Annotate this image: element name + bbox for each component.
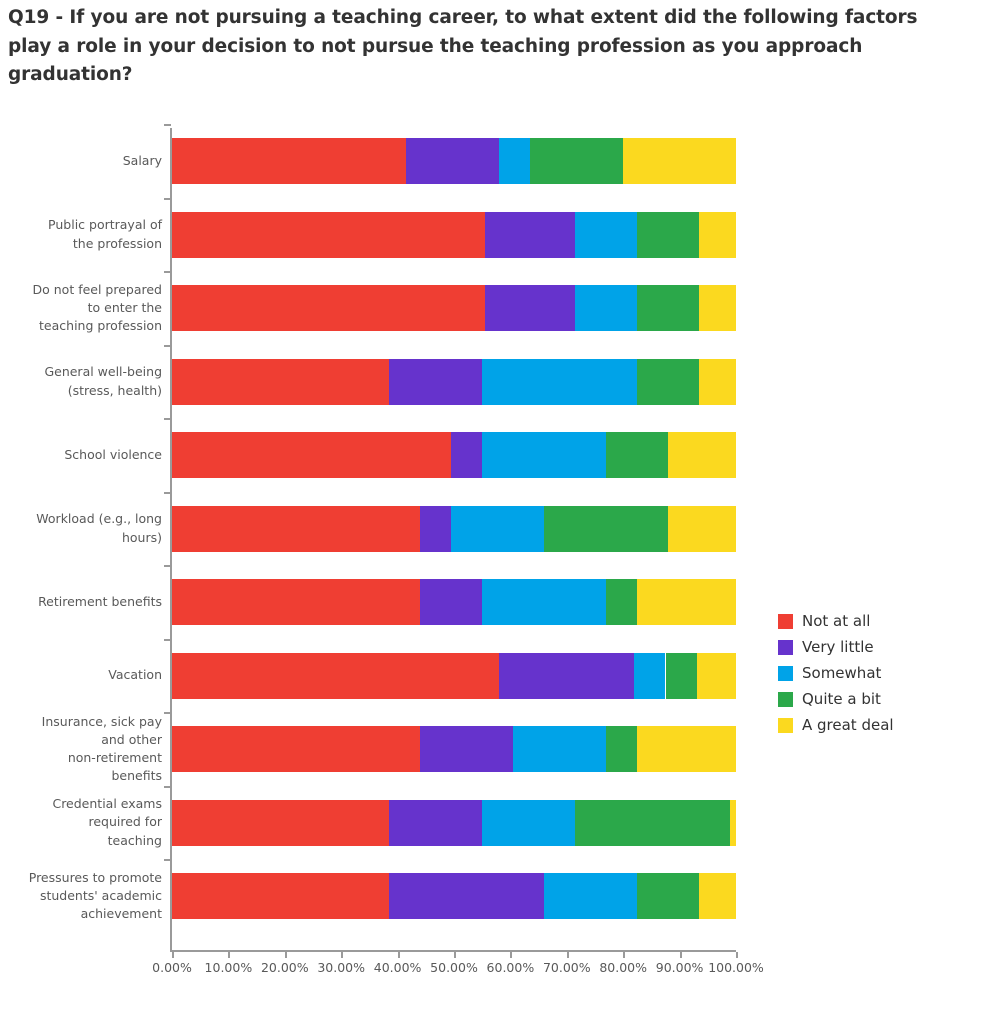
x-axis-tick — [736, 952, 738, 958]
x-axis-tick-label: 70.00% — [542, 960, 591, 975]
x-axis-tick-label: 0.00% — [152, 960, 192, 975]
bar-segment — [451, 506, 544, 552]
y-axis-tick — [164, 345, 171, 347]
chart-legend — [778, 608, 968, 738]
bar-category-label-text: General well-being (stress, health) — [44, 364, 162, 398]
x-axis-tick — [228, 952, 230, 958]
bar-segment — [485, 285, 575, 331]
bar-category-label-text: Pressures to promote students' academic achievement — [28, 869, 162, 922]
stacked-bar — [172, 138, 736, 184]
chart-plot-area — [0, 120, 984, 990]
y-axis-tick — [164, 492, 171, 494]
bar-segment — [172, 138, 406, 184]
x-axis-tick — [341, 952, 343, 958]
x-axis-tick-label: 10.00% — [204, 960, 253, 975]
bar-category-label-text: School violence — [64, 446, 162, 462]
legend-item[interactable] — [778, 634, 968, 660]
x-axis-tick — [285, 952, 287, 958]
bar-segment — [172, 800, 389, 846]
legend-item[interactable] — [778, 712, 968, 738]
bar-segment — [699, 212, 736, 258]
legend-swatch — [778, 614, 793, 629]
bar-segment — [666, 653, 697, 699]
bar-category-label-text: Do not feel prepared to enter the teaching profession — [32, 281, 162, 334]
bar-segment — [420, 506, 451, 552]
bar-category-label-text: Vacation — [108, 667, 162, 683]
legend-item[interactable] — [778, 660, 968, 686]
bar-segment — [482, 359, 637, 405]
bar-segment — [544, 506, 668, 552]
bar-segment — [482, 800, 575, 846]
x-axis-tick — [398, 952, 400, 958]
y-axis-tick — [164, 198, 171, 200]
legend-swatch — [778, 666, 793, 681]
y-axis-tick — [164, 859, 171, 861]
bar-segment — [172, 653, 499, 699]
bar-segment — [637, 873, 699, 919]
bar-segment — [637, 726, 736, 772]
bar-segment — [575, 212, 637, 258]
stacked-bar — [172, 285, 736, 331]
bar-segment — [451, 432, 482, 478]
legend-label: Very little — [802, 638, 874, 656]
y-axis-tick — [164, 565, 171, 567]
x-axis-tick-label: 80.00% — [599, 960, 648, 975]
y-axis-tick — [164, 786, 171, 788]
legend-label: Somewhat — [802, 664, 882, 682]
x-axis-tick — [680, 952, 682, 958]
bar-segment — [606, 579, 637, 625]
bar-segment — [485, 212, 575, 258]
bar-segment — [699, 873, 736, 919]
bar-segment — [172, 579, 420, 625]
bar-segment — [697, 653, 736, 699]
x-axis-tick — [567, 952, 569, 958]
x-axis-tick-label: 20.00% — [260, 960, 309, 975]
y-axis-tick — [164, 271, 171, 273]
y-axis-tick — [164, 712, 171, 714]
bar-segment — [172, 285, 485, 331]
bar-segment — [406, 138, 499, 184]
bar-segment — [420, 579, 482, 625]
legend-label: A great deal — [802, 716, 894, 734]
bar-category-label-text: Public portrayal of the profession — [48, 217, 162, 251]
x-axis-tick — [454, 952, 456, 958]
x-axis-tick-label: 30.00% — [317, 960, 366, 975]
x-axis-tick-label: 50.00% — [430, 960, 478, 975]
bar-category-label-text: Retirement benefits — [38, 593, 162, 609]
bar-segment — [172, 873, 389, 919]
legend-swatch — [778, 718, 793, 733]
bar-segment — [499, 138, 530, 184]
legend-label: Quite a bit — [802, 690, 881, 708]
legend-swatch — [778, 692, 793, 707]
stacked-bar — [172, 506, 736, 552]
x-axis-tick — [623, 952, 625, 958]
bar-segment — [668, 432, 736, 478]
bar-segment — [482, 432, 606, 478]
bar-segment — [637, 579, 736, 625]
bar-segment — [699, 285, 736, 331]
bar-segment — [499, 653, 634, 699]
legend-swatch — [778, 640, 793, 655]
x-axis-tick — [172, 952, 174, 958]
bar-segment — [513, 726, 606, 772]
bar-segment — [544, 873, 637, 919]
bar-segment — [530, 138, 623, 184]
stacked-bar — [172, 653, 736, 699]
bar-segment — [389, 359, 482, 405]
bar-segment — [623, 138, 736, 184]
bar-segment — [730, 800, 736, 846]
x-axis-tick — [510, 952, 512, 958]
bar-category-label-text: Salary — [122, 152, 162, 168]
page-title: Q19 - If you are not pursuing a teaching career, to what extent did the following factors play a role in your decision to not pursue the teaching profession as you approach graduation? — [8, 7, 918, 86]
x-axis-tick-label: 40.00% — [373, 960, 422, 975]
x-axis-ticks — [0, 952, 984, 982]
bar-segment — [575, 285, 637, 331]
bar-segment — [606, 726, 637, 772]
bar-segment — [389, 800, 482, 846]
bar-segment — [575, 800, 730, 846]
legend-label: Not at all — [802, 612, 871, 630]
bar-segment — [172, 359, 389, 405]
x-axis-tick-label: 100.00% — [708, 960, 764, 975]
bar-segment — [637, 359, 699, 405]
stacked-bar — [172, 726, 736, 772]
bar-segment — [482, 579, 606, 625]
bar-category-label-text: Credential exams required for teaching — [52, 796, 162, 848]
legend-item[interactable] — [778, 686, 968, 712]
bar-segment — [420, 726, 513, 772]
stacked-bar — [172, 579, 736, 625]
bar-segment — [606, 432, 668, 478]
bar-segment — [172, 726, 420, 772]
y-axis-tick — [164, 124, 171, 126]
bar-segment — [172, 506, 420, 552]
bar-category-label-text: Insurance, sick pay and other non-retirement benefits — [41, 713, 162, 784]
bar-segment — [668, 506, 736, 552]
stacked-bar — [172, 212, 736, 258]
stacked-bar — [172, 873, 736, 919]
bar-segment — [389, 873, 544, 919]
bar-segment — [637, 212, 699, 258]
stacked-bar — [172, 432, 736, 478]
legend-item[interactable] — [778, 608, 968, 634]
bar-segment — [699, 359, 736, 405]
bar-segment — [637, 285, 699, 331]
stacked-bar — [172, 359, 736, 405]
x-axis-tick-label: 90.00% — [655, 960, 704, 975]
bar-segment — [172, 432, 451, 478]
x-axis-tick-label: 60.00% — [486, 960, 535, 975]
bar-segment — [634, 653, 665, 699]
bar-segment — [172, 212, 485, 258]
bar-category-label-text: Workload (e.g., long hours) — [36, 511, 162, 545]
stacked-bar — [172, 800, 736, 846]
y-axis-tick — [164, 639, 171, 641]
y-axis-tick — [164, 418, 171, 420]
